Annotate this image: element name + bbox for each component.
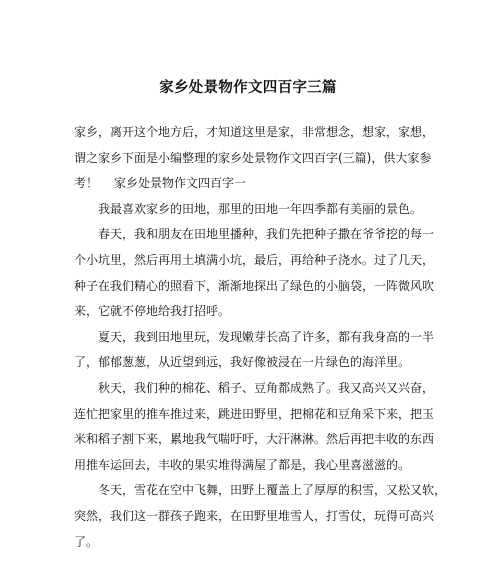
- text-line: 家乡，离开这个地方后，才知道这里是家，非常想念，想家，家想，: [74, 125, 435, 139]
- document-title: 家乡处景物作文四百字三篇: [159, 80, 337, 96]
- text-line: 秋天，我们种的棉花、稻子、豆角都成熟了。我又高兴又兴奋，: [98, 380, 435, 395]
- text-line: 连忙把家里的推车推过来，跳进田野里，把棉花和豆角采下来，把玉: [74, 406, 435, 421]
- text-line: 米和稻子割下来，累地我气喘吁吁，大汗淋淋。然后再把丰收的东西: [74, 432, 435, 447]
- text-line: 谓之家乡下面是小编整理的家乡处景物作文四百字(三篇)，供大家参: [74, 150, 432, 165]
- text-line: 春天，我和朋友在田地里播种，我们先把种子撒在爷爷挖的每一: [98, 227, 435, 242]
- text-line: [74, 171, 424, 197]
- text-fragment: 考！: [74, 176, 99, 191]
- document-body: [74, 120, 447, 555]
- text-line: 个小坑里，然后再用土填满小坑，最后，再给种子浇水。过了几天，: [74, 252, 435, 267]
- text-line: 了，郁郁葱葱，从近望到远，我好像被浸在一片绿色的海洋里。: [74, 355, 411, 370]
- text-line: 种子在我们精心的照看下，渐渐地探出了绿色的小脑袋，一阵微风吹: [74, 278, 435, 293]
- text-line: 冬天，雪花在空中飞舞，田野上覆盖上了厚厚的积雪，又松又软，: [98, 483, 447, 498]
- text-line: 来，它就不停地给我打招呼。: [74, 304, 231, 319]
- section-heading: 家乡处景物作文四百字一: [114, 176, 247, 191]
- text-line: 突然，我们这一群孩子跑来，在田野里堆雪人，打雪仗，玩得可高兴: [74, 508, 435, 523]
- text-line: 用推车运回去，丰收的果实堆得满屋了都是，我心里喜滋滋的。: [74, 457, 411, 472]
- text-line: 我最喜欢家乡的田地，那里的田地一年四季都有美丽的景色。: [98, 201, 423, 216]
- text-line: 夏天，我到田地里玩，发现嫩芽长高了许多，都有我身高的一半: [98, 329, 435, 344]
- text-line: 了。: [74, 534, 99, 549]
